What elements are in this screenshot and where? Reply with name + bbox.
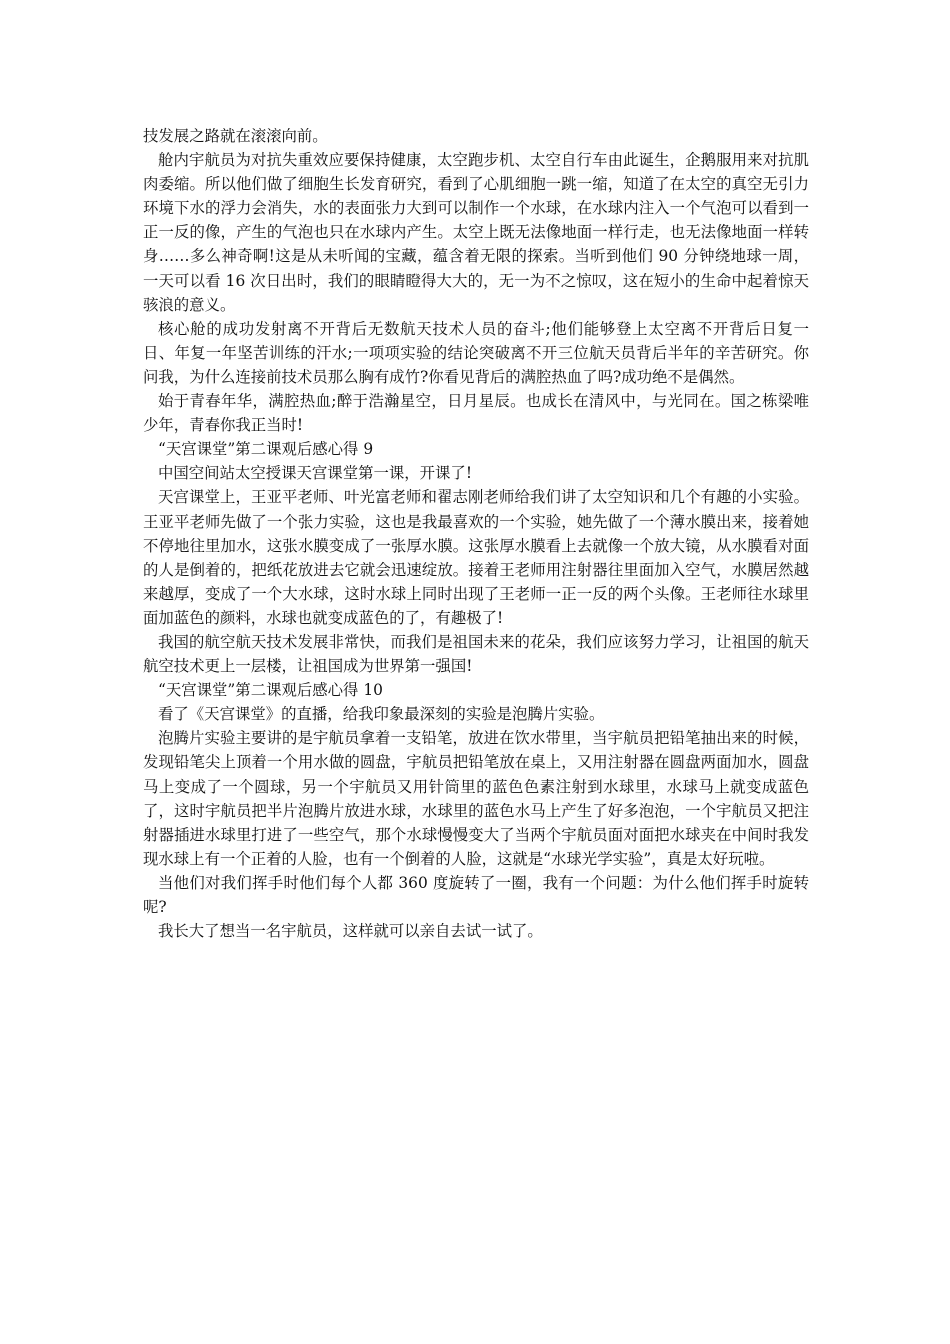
paragraph: 核心舱的成功发射离不开背后无数航天技术人员的奋斗;他们能够登上太空离不开背后日复一日、年复一年坚苦训练的汗水;一项项实验的结论突破离不开三位航天员背后半年的辛苦研究。你问我，为什么连接前技术员那么胸有成竹?你看见背后的满腔热血了吗?成功绝不是偶然。 xyxy=(143,319,809,386)
paragraph: 当他们对我们挥手时他们每个人都 360 度旋转了一圈，我有一个问题：为什么他们挥手时旋转呢? xyxy=(143,873,809,916)
paragraph: 我国的航空航天技术发展非常快，而我们是祖国未来的花朵，我们应该努力学习，让祖国的航天航空技术更上一层楼，让祖国成为世界第一强国! xyxy=(143,632,809,676)
paragraph: 看了《天宫课堂》的直播，给我印象最深刻的实验是泡腾片实验。 xyxy=(158,705,605,724)
paragraph: 中国空间站太空授课天宫课堂第一课，开课了! xyxy=(158,464,472,483)
paragraph: 我长大了想当一名宇航员，这样就可以亲自去试一试了。 xyxy=(158,922,543,941)
paragraph: 天宫课堂上，王亚平老师、叶光富老师和翟志刚老师给我们讲了太空知识和几个有趣的小实验。王亚平老师先做了一个张力实验，这也是我最喜欢的一个实验，她先做了一个薄水膜出来，接着她不停地往里加水，这张水膜变成了一张厚水膜。这张厚水膜看上去就像一个放大镜，从水膜看对面的人是倒着的，把纸花放进去它就会迅速绽放。接着王老师用注射器往里面加入空气，水膜居然越来越厚，变成了一个大水球，这时水球上同时出现了王老师一正一反的两个头像。王老师往水球里面加蓝色的颜料，水球也就变成蓝色的了，有趣极了! xyxy=(143,488,809,627)
paragraph: 舱内宇航员为对抗失重效应要保持健康，太空跑步机、太空自行车由此诞生，企鹅服用来对抗肌肉委缩。所以他们做了细胞生长发育研究，看到了心肌细胞一跳一缩，知道了在太空的真空无引力环境下水的浮力会消失，水的表面张力大到可以制作一个水球，在水球内注入一个气泡可以看到一正一反的像，产生的气泡也只在水球内产生。太空上既无法像地面一样行走，也无法像地面一样转身……多么神奇啊!这是从未听闻的宝藏，蕴含着无限的探索。当听到他们 90 分钟绕地球一周，一天可以看 16 次日出时，我们的眼睛瞪得大大的，无一为不之惊叹，这在短小的生命中起着惊天骇浪的意义。 xyxy=(143,151,809,314)
paragraph: 技发展之路就在滚滚向前。 xyxy=(143,127,328,145)
section-heading: “天宫课堂”第二课观后感心得 9 xyxy=(158,440,374,459)
section-heading: “天宫课堂”第二课观后感心得 10 xyxy=(158,681,383,700)
document-body xyxy=(143,124,809,943)
paragraph: 始于青春年华，满腔热血;醉于浩瀚星空，日月星辰。也成长在清风中，与光同在。国之栋梁唯少年，青春你我正当时! xyxy=(143,392,809,435)
paragraph: 泡腾片实验主要讲的是宇航员拿着一支铅笔，放进在饮水带里，当宇航员把铅笔抽出来的时候，发现铅笔尖上顶着一个用水做的圆盘，宇航员把铅笔放在桌上，又用注射器在圆盘两面加水，圆盘马上变成了一个圆球，另一个宇航员又用针筒里的蓝色色素注射到水球里，水球马上就变成蓝色了，这时宇航员把半片泡腾片放进水球，水球里的蓝色水马上产生了好多泡泡，一个宇航员又把注射器插进水球里打进了一些空气，那个水球慢慢变大了当两个宇航员面对面把水球夹在中间时我发现水球上有一个正着的人脸，也有一个倒着的人脸，这就是“水球光学实验”，真是太好玩啦。 xyxy=(143,729,809,868)
